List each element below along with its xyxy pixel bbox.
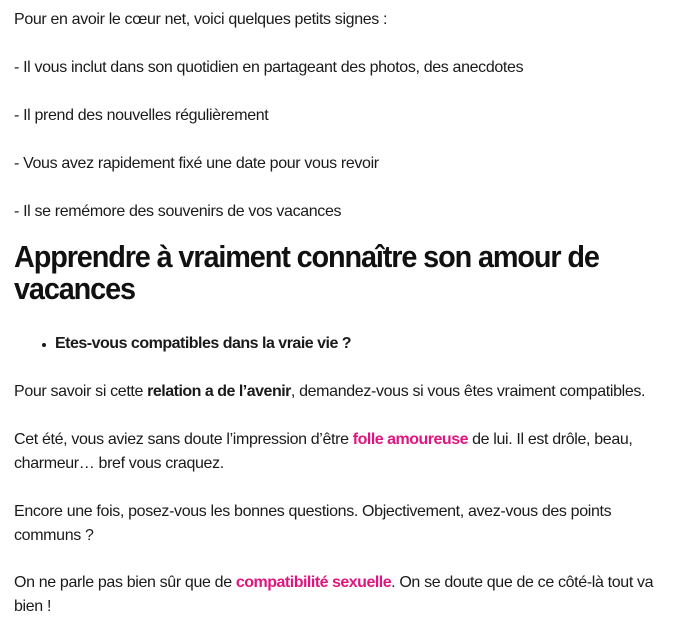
p2-text-after: de lui. Il est drôle, beau, charmeur… bref vous craquez. [14, 431, 633, 472]
compatibility-paragraph [14, 380, 684, 404]
sign-item: - Il se remémore des souvenirs de vos vacances [14, 203, 342, 220]
bullet-item-label: Etes-vous compatibles dans la vraie vie ? [55, 335, 352, 352]
p4-text-before: On ne parle pas bien sûr que de [14, 574, 236, 591]
bullet-list [41, 332, 351, 356]
folle-amoureuse-link[interactable]: folle amoureuse [352, 431, 468, 448]
bullet-dot [42, 343, 46, 347]
section-heading: Apprendre à vraiment connaître son amour de vacances [14, 239, 599, 306]
p1-text-after: , demandez-vous si vous êtes vraiment compatibles. [290, 383, 646, 400]
sign-item: - Il vous inclut dans son quotidien en partageant des photos, des anecdotes [14, 59, 524, 76]
sexual-compatibility-paragraph [14, 571, 674, 619]
sign-item: - Il prend des nouvelles régulièrement [14, 107, 269, 124]
p1-strong-text: relation a de l’avenir [147, 383, 291, 400]
summer-love-paragraph [14, 428, 654, 476]
p1-text-before: Pour savoir si cette [14, 383, 148, 400]
sign-item: - Vous avez rapidement fixé une date pour vous revoir [14, 155, 379, 172]
p2-text-before: Cet été, vous aviez sans doute l’impression d’être [14, 431, 353, 448]
p4-text-after: . On se doute que de ce côté-là tout va bien ! [14, 574, 654, 615]
intro-paragraph: Pour en avoir le cœur net, voici quelques petits signes : [14, 11, 388, 28]
compatibilite-sexuelle-link[interactable]: compatibilité sexuelle [235, 574, 392, 591]
questions-paragraph: Encore une fois, posez-vous les bonnes questions. Objectivement, avez-vous des points communs ? [14, 503, 612, 544]
bullet-item [41, 332, 351, 356]
